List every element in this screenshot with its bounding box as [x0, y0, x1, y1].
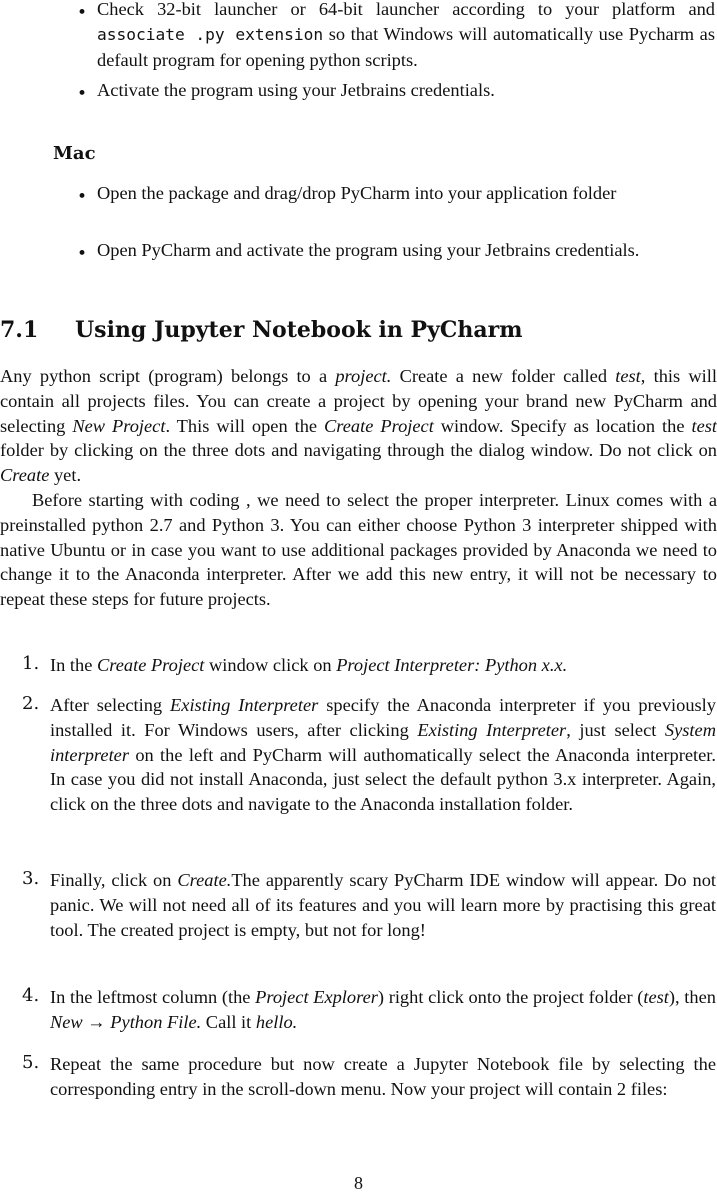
section-heading [0, 317, 523, 343]
step-number: 5. [22, 1052, 40, 1073]
step-item: Repeat the same procedure but now create a Jupyter Notebook file by selecting the corresponding entry in the scroll-down menu. Now your project will contain 2 files: [50, 1054, 716, 1099]
bullet-icon: • [77, 3, 88, 23]
list-item: Open PyCharm and activate the program using your Jetbrains credentials. [97, 240, 640, 260]
list-item: Open the package and drag/drop PyCharm into your application folder [97, 183, 617, 203]
inline-code: associate .py extension [97, 24, 324, 44]
step-number: 4. [22, 985, 40, 1006]
section-title: Using Jupyter Notebook in PyCharm [75, 317, 523, 343]
step-number: 2. [22, 693, 40, 714]
paragraph: Before starting with coding , we need to select the proper interpreter. Linux comes with a preinstalled python 2.7 and Python 3. You can either choose Python 3 interpreter shipped with native Ubuntu or in case you want to use additional packages provided by Anaconda we need to change it to the Anaconda interpreter. After we add this new entry, it will not be necessary to repeat these steps for future projects. [0, 490, 717, 610]
step-item: In the leftmost column (the Project Explorer) right click onto the project folder (test), then New → Python File. Call it hello. [50, 987, 716, 1032]
step-number: 3. [22, 868, 40, 889]
mac-heading: Mac [53, 143, 96, 164]
page-number: 8 [354, 1173, 363, 1193]
list-item: Activate the program using your Jetbrains credentials. [97, 80, 495, 100]
step-number: 1. [22, 653, 40, 674]
arrow-icon: → [82, 1011, 111, 1032]
step-item: After selecting Existing Interpreter specify the Anaconda interpreter if you previously installed it. For Windows users, after clicking Existing Interpreter, just select System interpreter on the left and PyCharm will authomatically select the Anaconda interpreter. In case you did not install Anaconda, just select the default python 3.x interpreter. Again, click on the three dots and navigate to the Anaconda installation folder. [50, 695, 716, 815]
bullet-icon: • [77, 84, 88, 104]
bullet-icon: • [77, 187, 88, 207]
step-item: Finally, click on Create.The apparently scary PyCharm IDE window will appear. Do not panic. We will not need all of its features and you will learn more by practising this great tool. The created project is empty, but not for long! [50, 870, 716, 940]
step-item: In the Create Project window click on Project Interpreter: Python x.x. [50, 655, 568, 675]
bullet-icon: • [77, 244, 88, 264]
section-number: 7.1 [0, 317, 39, 343]
paragraph: Any python script (program) belongs to a project. Create a new folder called test, this will contain all projects files. You can create a project by opening your brand new PyCharm and selecting New Project. This will open the Create Project window. Specify as location the test folder by clicking on the three dots and navigating through the dialog window. Do not click on Create yet. [0, 366, 717, 486]
list-item: Check 32-bit launcher or 64-bit launcher according to your platform and associate .py extension so that Windows will automatically use Pycharm as default program for opening python scripts. [97, 0, 716, 70]
